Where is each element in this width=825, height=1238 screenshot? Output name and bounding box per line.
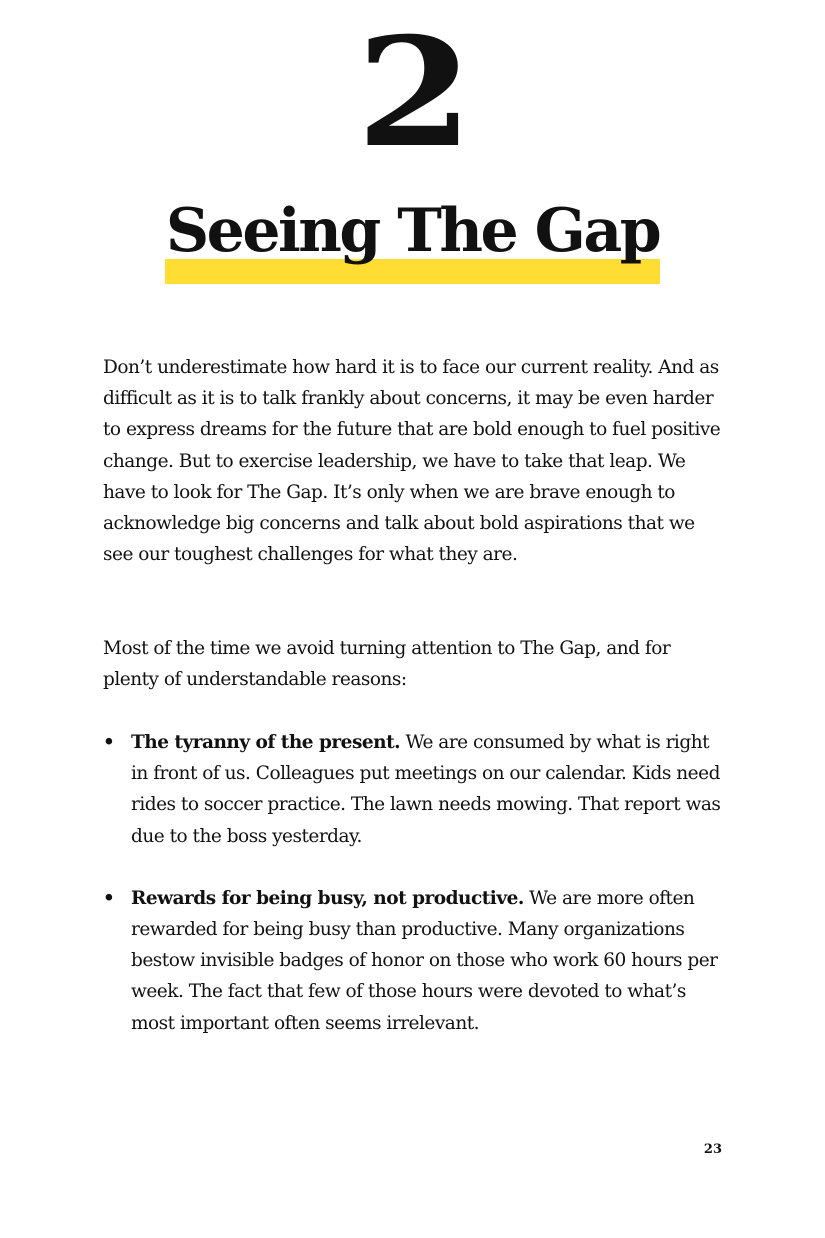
chapter-title: Seeing The Gap [165, 196, 660, 266]
chapter-title-block [0, 192, 825, 287]
list-item [103, 727, 728, 852]
bullet-icon: • [103, 887, 115, 909]
bullet-text: We are consumed by what is right in front of us. Colleagues put meetings on our calendar. Kids need rides to soccer practice. The lawn needs mowing. That report was due to the boss yesterday. [131, 732, 721, 847]
bullet-text: We are more often rewarded for being busy than productive. Many organizations bestow invisible badges of honor on those who work 60 hours per week. The fact that few of those hours were devoted to what’s most important often seems irrelevant. [131, 887, 718, 1034]
list-item [103, 883, 728, 1039]
bullet-lead: The tyranny of the present. [131, 732, 401, 753]
bullet-icon: • [103, 732, 115, 753]
bullet-lead: Rewards for being busy, not productive. [131, 887, 524, 909]
body-paragraph-1: Don’t underestimate how hard it is to face our current reality. And as difficult as it is to talk frankly about concerns, it may be even harder to express dreams for the future that are bold enough to fuel positive change. But to exercise leadership, we have to take that leap. We have to look for The Gap. It’s only when we are brave enough to acknowledge big concerns and talk about bold aspirations that we see our toughest challenges for what they are. [103, 357, 721, 566]
page-number: 23 [703, 1142, 722, 1157]
reasons-list [103, 727, 728, 1070]
body-paragraph-2: Most of the time we avoid turning attention to The Gap, and for plenty of understandable reasons: [103, 638, 671, 691]
chapter-number: 2 [356, 5, 469, 181]
